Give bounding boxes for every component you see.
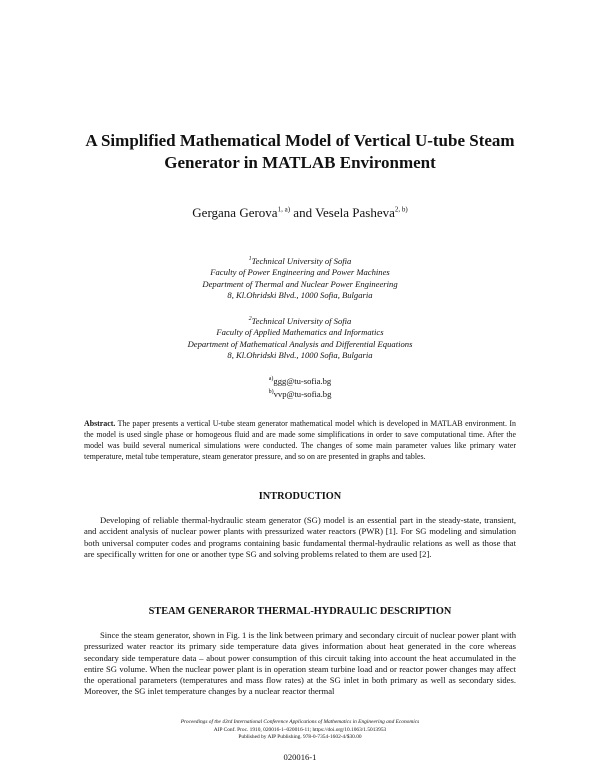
- affiliation-1-address: 8, Kl.Ohridski Blvd., 1000 Sofia, Bulgaria: [227, 290, 373, 301]
- author-emails: [60, 374, 540, 401]
- title-line-1: A Simplified Mathematical Model of Vertical U-tube Steam: [85, 131, 515, 150]
- affiliation-2-address: 8, Kl.Ohridski Blvd., 1000 Sofia, Bulgaria: [227, 350, 373, 361]
- title-line-2: Generator in MATLAB Environment: [164, 153, 436, 172]
- email-2-superscript: b): [268, 389, 274, 396]
- affiliation-1-university: Technical University of Sofia: [251, 255, 352, 266]
- affiliation-1: [60, 254, 540, 301]
- footer-publisher: Published by AIP Publishing. 978-0-7354-1602-4/$30.00: [238, 734, 362, 741]
- affiliation-1-department: Department of Thermal and Nuclear Power Engineering: [202, 278, 398, 289]
- author-2-superscript: 2, b): [394, 205, 408, 214]
- email-2-link[interactable]: vvp@tu-sofia.bg: [273, 389, 332, 400]
- affiliation-1-superscript: 1: [248, 256, 252, 262]
- paper-title: [60, 130, 540, 174]
- affiliation-2-superscript: 2: [248, 316, 252, 322]
- page-footer: [60, 719, 540, 742]
- page-number: 020016-1: [283, 752, 317, 762]
- footer-conference: Proceedings of the 43rd International Conference Applications of Mathematics in Engineering and Economics: [180, 719, 420, 725]
- email-1-link[interactable]: ggg@tu-sofia.bg: [273, 375, 332, 386]
- author-1-name: Gergana Gerova: [192, 205, 278, 220]
- section-heading-introduction: INTRODUCTION: [258, 491, 342, 502]
- abstract-text: The paper presents a vertical U-tube steam generator mathematical model which is developed in MATLAB environment. In the model is used single phase or homogeous fluid and are made some simplifications in order to save computational time. After the model was build several numerical simulations were conducted. The changes of some main parameter values like primary water temperature, metal tube temperature, steam generator pressure, and so on are presented in graphs and tables.: [84, 419, 516, 461]
- affiliation-2-department: Department of Mathematical Analysis and Differential Equations: [187, 338, 413, 349]
- affiliation-2-faculty: Faculty of Applied Mathematics and Informatics: [216, 327, 384, 338]
- abstract: [84, 419, 516, 463]
- thermal-hydraulic-paragraph: Since the steam generator, shown in Fig. 1 is the link between primary and secondary circuit of nuclear power plant with pressurized water reactor its primary side temperature data gives information about heat generated in the core whereas secondary side temperature data – about power consumption of this circuit taking into account the heat accumulated in the entire SG volume. When the nuclear power plant is in operation steam turbine load and or reactor power changes may affect the operational parameters (temperatures and mass flow rates) at the SG inlet in both primary as well as secondary sides. Moreover, the SG inlet temperature changes by a nuclear reactor thermal: [84, 630, 516, 697]
- introduction-paragraph: Developing of reliable thermal-hydraulic steam generator (SG) model is an essential part in the steady-state, transient, and accident analysis of nuclear power plants with pressurized water reactors (PWR) [1]. For SG modeling and simulation both universal computer codes and programs containing basic fundamental thermal-hydraulic relations as well as those that are specifically written for one or another type SG and solving problems related to them are used [2].: [84, 515, 516, 559]
- affiliation-2-university: Technical University of Sofia: [251, 315, 352, 326]
- abstract-label: Abstract.: [84, 419, 116, 428]
- affiliation-2: [60, 314, 540, 361]
- author-list: [60, 205, 540, 221]
- author-1-superscript: 1, a): [277, 205, 291, 214]
- affiliation-1-faculty: Faculty of Power Engineering and Power Machines: [210, 267, 390, 278]
- section-heading-thermal-hydraulic: STEAM GENERARОR THERMAL-HYDRAULIC DESCRIPTION: [148, 606, 452, 617]
- author-connector: and: [290, 205, 316, 220]
- author-2-name: Vesela Pasheva: [315, 205, 395, 220]
- email-1-superscript: a): [268, 376, 274, 382]
- footer-citation: AIP Conf. Proc. 1910, 020016-1–020016-11; https://doi.org/10.1063/1.5013953: [213, 726, 387, 733]
